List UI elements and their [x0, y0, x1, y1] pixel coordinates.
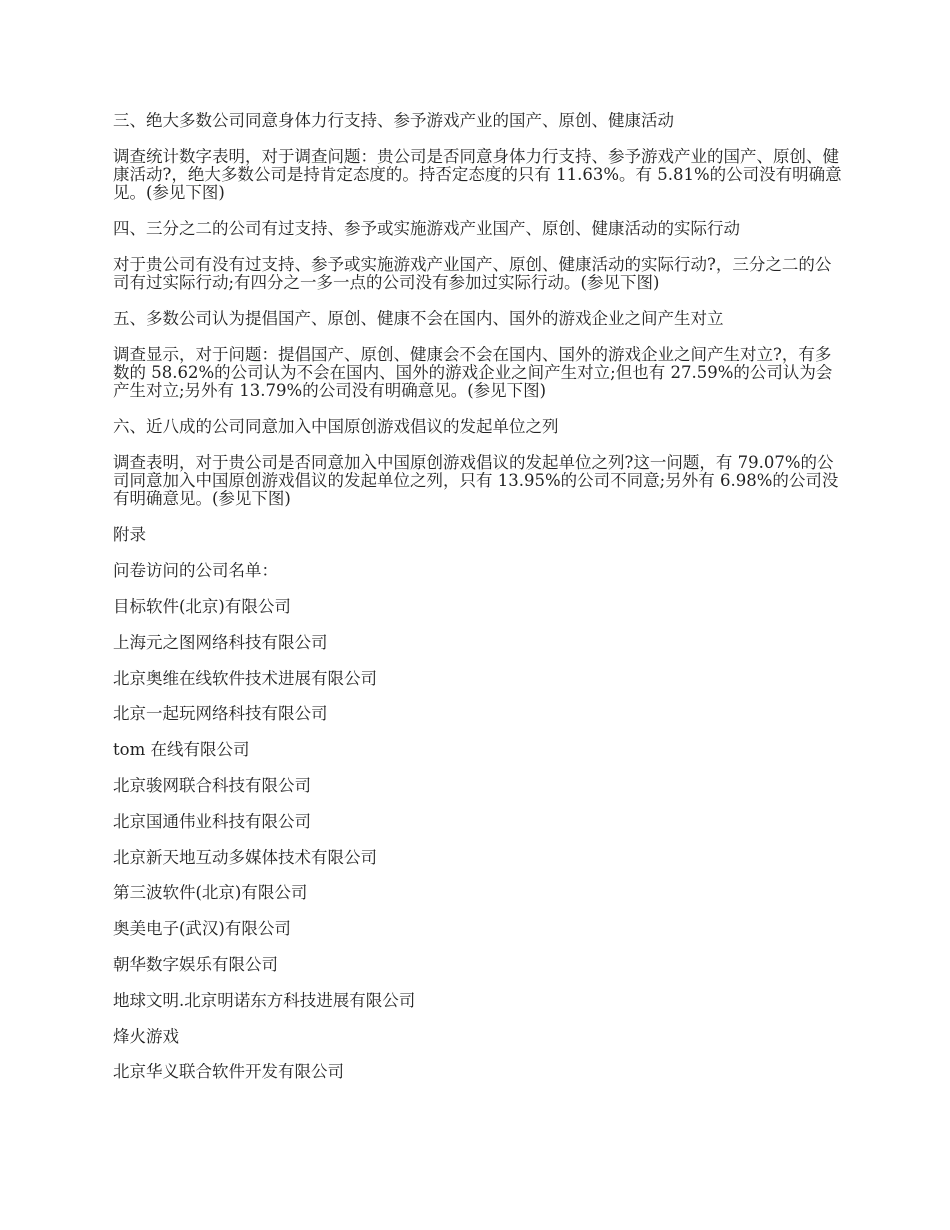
company-list: [113, 598, 843, 1081]
list-item: 烽火游戏: [113, 1026, 179, 1046]
list-item: 目标软件(北京)有限公司: [113, 597, 291, 616]
section-3-body: 调查统计数字表明，对于调查问题：贵公司是否同意身体力行支持、参予游戏产业的国产、原创、健康活动?，绝大多数公司是持肯定态度的。持否定态度的只有 11.63%。有 5.81%的公司没有明确意见。(参见下图): [113, 147, 842, 202]
section-5-heading: 五、多数公司认为提倡国产、原创、健康不会在国内、国外的游戏企业之间产生对立: [113, 309, 724, 328]
list-item: 北京华义联合软件开发有限公司: [113, 1062, 344, 1082]
list-item: 北京骏网联合科技有限公司: [113, 775, 311, 795]
list-item: 朝华数字娱乐有限公司: [113, 954, 278, 974]
appendix-title: 附录: [113, 525, 146, 544]
section-3-heading: 三、绝大多数公司同意身体力行支持、参予游戏产业的国产、原创、健康活动: [113, 111, 674, 130]
list-item: 北京一起玩网络科技有限公司: [113, 704, 328, 724]
document-page: [113, 112, 843, 1099]
list-item: 地球文明.北京明诺东方科技进展有限公司: [113, 990, 416, 1010]
list-item: 奥美电子(武汉)有限公司: [113, 919, 291, 939]
list-item: 北京奥维在线软件技术进展有限公司: [113, 668, 377, 688]
section-6-heading: 六、近八成的公司同意加入中国原创游戏倡议的发起单位之列: [113, 417, 559, 436]
list-item: 北京国通伟业科技有限公司: [113, 811, 311, 831]
section-6-body: 调查表明，对于贵公司是否同意加入中国原创游戏倡议的发起单位之列?这一问题，有 79.07%的公司同意加入中国原创游戏倡议的发起单位之列，只有 13.95%的公司不同意;另外有 6.98%的公司没有明确意见。(参见下图): [113, 453, 839, 508]
section-5-body: 调查显示，对于问题：提倡国产、原创、健康会不会在国内、国外的游戏企业之间产生对立?，有多数的 58.62%的公司认为不会在国内、国外的游戏企业之间产生对立;但也有 27.59%的公司认为会产生对立;另外有 13.79%的公司没有明确意见。(参见下图): [113, 345, 833, 400]
list-item: 上海元之图网络科技有限公司: [113, 632, 328, 652]
list-item: tom 在线有限公司: [113, 740, 250, 760]
company-list-label: 问卷访问的公司名单：: [113, 561, 278, 580]
list-item: 北京新天地互动多媒体技术有限公司: [113, 847, 377, 867]
section-4-heading: 四、三分之二的公司有过支持、参予或实施游戏产业国产、原创、健康活动的实际行动: [113, 219, 740, 238]
section-4-body: 对于贵公司有没有过支持、参予或实施游戏产业国产、原创、健康活动的实际行动?，三分之二的公司有过实际行动;有四分之一多一点的公司没有参加过实际行动。(参见下图): [113, 255, 832, 292]
list-item: 第三波软件(北京)有限公司: [113, 883, 308, 903]
